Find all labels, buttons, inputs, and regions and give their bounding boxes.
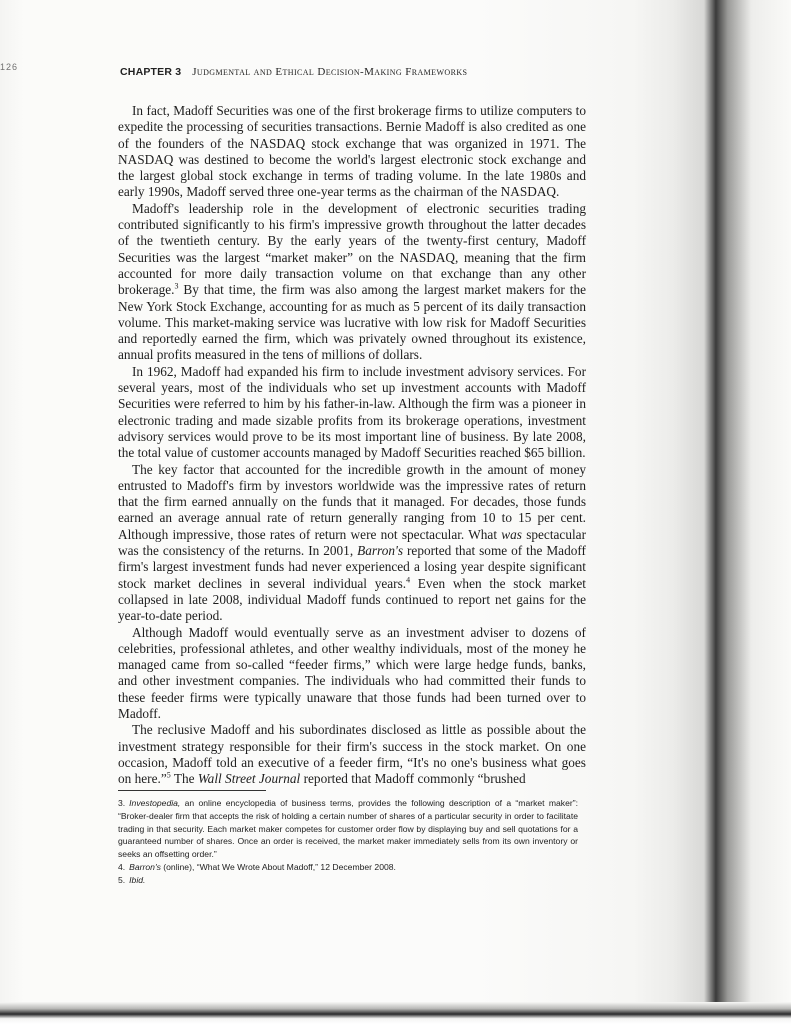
paragraph-3 <box>118 364 586 462</box>
body-text <box>118 103 586 787</box>
paragraph-text: In fact, Madoff Securities was one of the first brokerage firms to utilize computers to expedite the processing of securities transactions. Bernie Madoff is also credited as one of the founders of the NASDAQ stock exchange that was organized in 1971. The NASDAQ was destined to become the world's largest electronic stock exchange and the largest global stock exchange in terms of trading volume. In the late 1980s and early 1990s, Madoff served three one-year terms as the chairman of the NASDAQ. <box>118 103 586 200</box>
chapter-label: CHAPTER 3 <box>120 66 182 78</box>
footnote-3 <box>118 797 578 861</box>
footnote-number: 3. <box>118 798 126 808</box>
paragraph-text: By that time, the firm was also among the largest market makers for the New York Stock Exchange, accounting for as much as 5 percent of its daily transaction volume. This market-making service was lucrative with low risk for Madoff Securities and reportedly earned the firm, which was privately owned throughout its existence, annual profits measured in the tens of millions of dollars. <box>118 282 586 363</box>
paragraph-text: spectacular was the consistency of the returns. In 2001, <box>118 526 586 559</box>
paragraph-text: reported that some of the Madoff firm's largest investment funds had never experienced a losing year despite significant stock market declines in several individual years. <box>118 543 586 591</box>
footnote-4 <box>118 861 578 874</box>
footnotes <box>118 797 578 887</box>
paragraph-text: Even when the stock market collapsed in late 2008, individual Madoff funds continued to report net gains for the year-to-date period. <box>118 575 586 624</box>
paragraph-text: Although Madoff would eventually serve as an investment adviser to dozens of celebrities, professional athletes, and other wealthy individuals, most of the money he managed came from so-called “feeder firms,” which were large hedge funds, banks, and other investment companies. The individuals who had committed their funds to these feeder firms were typically unaware that those funds had been turned over to Madoff. <box>118 624 586 721</box>
chapter-title: Judgmental and Ethical Decision-Making Frameworks <box>192 66 468 78</box>
paragraph-text: reported that Madoff commonly “brushed <box>300 771 526 787</box>
footnote-number: 5. <box>118 874 126 885</box>
page-bottom-edge <box>0 1002 791 1024</box>
footnote-text: an online encyclopedia of business terms, provides the following description of a “market maker”: “Broker-dealer firm that accepts the risk of holding a certain number of shares of a particular security in order to facilitate trading in that security. Each market maker competes for customer order flow by displaying buy and sell quotations for a guaranteed number of shares. Once an order is received, the market maker immediately sells from its own inventory or seeks an offsetting order.” <box>118 798 578 860</box>
footnote-source: Ibid. <box>129 874 146 885</box>
footnote-number: 4. <box>118 861 126 872</box>
paragraph-text: The reclusive Madoff and his subordinates disclosed as little as possible about the investment strategy responsible for their firm's success in the stock market. On one occasion, Madoff told an executive of a feeder firm, “It's no one's business what goes on here.” <box>118 722 586 787</box>
paragraph-text: The key factor that accounted for the incredible growth in the amount of money entrusted to Madoff's firm by investors worldwide was the impressive rates of return that the firm earned annually on the funds that it managed. For decades, those funds earned an average annual rate of return generally ranging from 10 to 15 per cent. Although impressive, those rates of return were not spectacular. What <box>118 461 586 542</box>
footnote-source: Investopedia, <box>129 798 181 808</box>
publication-wsj: Wall Street Journal <box>197 771 301 787</box>
footnote-ref-4[interactable]: 4 <box>406 575 411 585</box>
paragraph-text: The <box>170 771 198 787</box>
paragraph-4 <box>118 462 586 625</box>
paragraph-text: In 1962, Madoff had expanded his firm to include investment advisory services. For several years, most of the individuals who set up investment accounts with Madoff Securities were referred to him by his father-in-law. Although the firm was a pioneer in electronic trading and made sizable profits from its brokerage operations, investment advisory services would prove to be its most important line of business. By late 2008, the total value of customer accounts managed by Madoff Securities reached $65 billion. <box>118 363 586 461</box>
footnote-text: (online), “What We Wrote About Madoff,” 12 December 2008. <box>160 861 396 872</box>
page-number-margin-mark: 126 <box>0 62 19 72</box>
paragraph-1 <box>118 103 586 201</box>
paragraph-5 <box>118 625 586 723</box>
footnote-divider <box>118 790 266 791</box>
footnote-ref-3[interactable]: 3 <box>174 281 179 291</box>
publication-barrons: Barron's <box>357 543 404 559</box>
paragraph-text: Madoff's leadership role in the development of electronic securities trading contributed significantly to his firm's impressive growth throughout the latter decades of the twentieth century. By the early years of the twenty-first century, Madoff Securities was the largest “market maker” on the NASDAQ, meaning that the firm accounted for more daily transaction volume on that exchange than any other brokerage. <box>118 200 586 298</box>
paragraph-2 <box>118 201 586 364</box>
footnote-5 <box>118 874 578 887</box>
footnote-source: Barron's <box>129 861 161 872</box>
running-header <box>120 66 467 78</box>
emphasis-was: was <box>501 526 522 542</box>
footnote-ref-5[interactable]: 5 <box>166 770 171 780</box>
paragraph-6 <box>118 722 586 787</box>
